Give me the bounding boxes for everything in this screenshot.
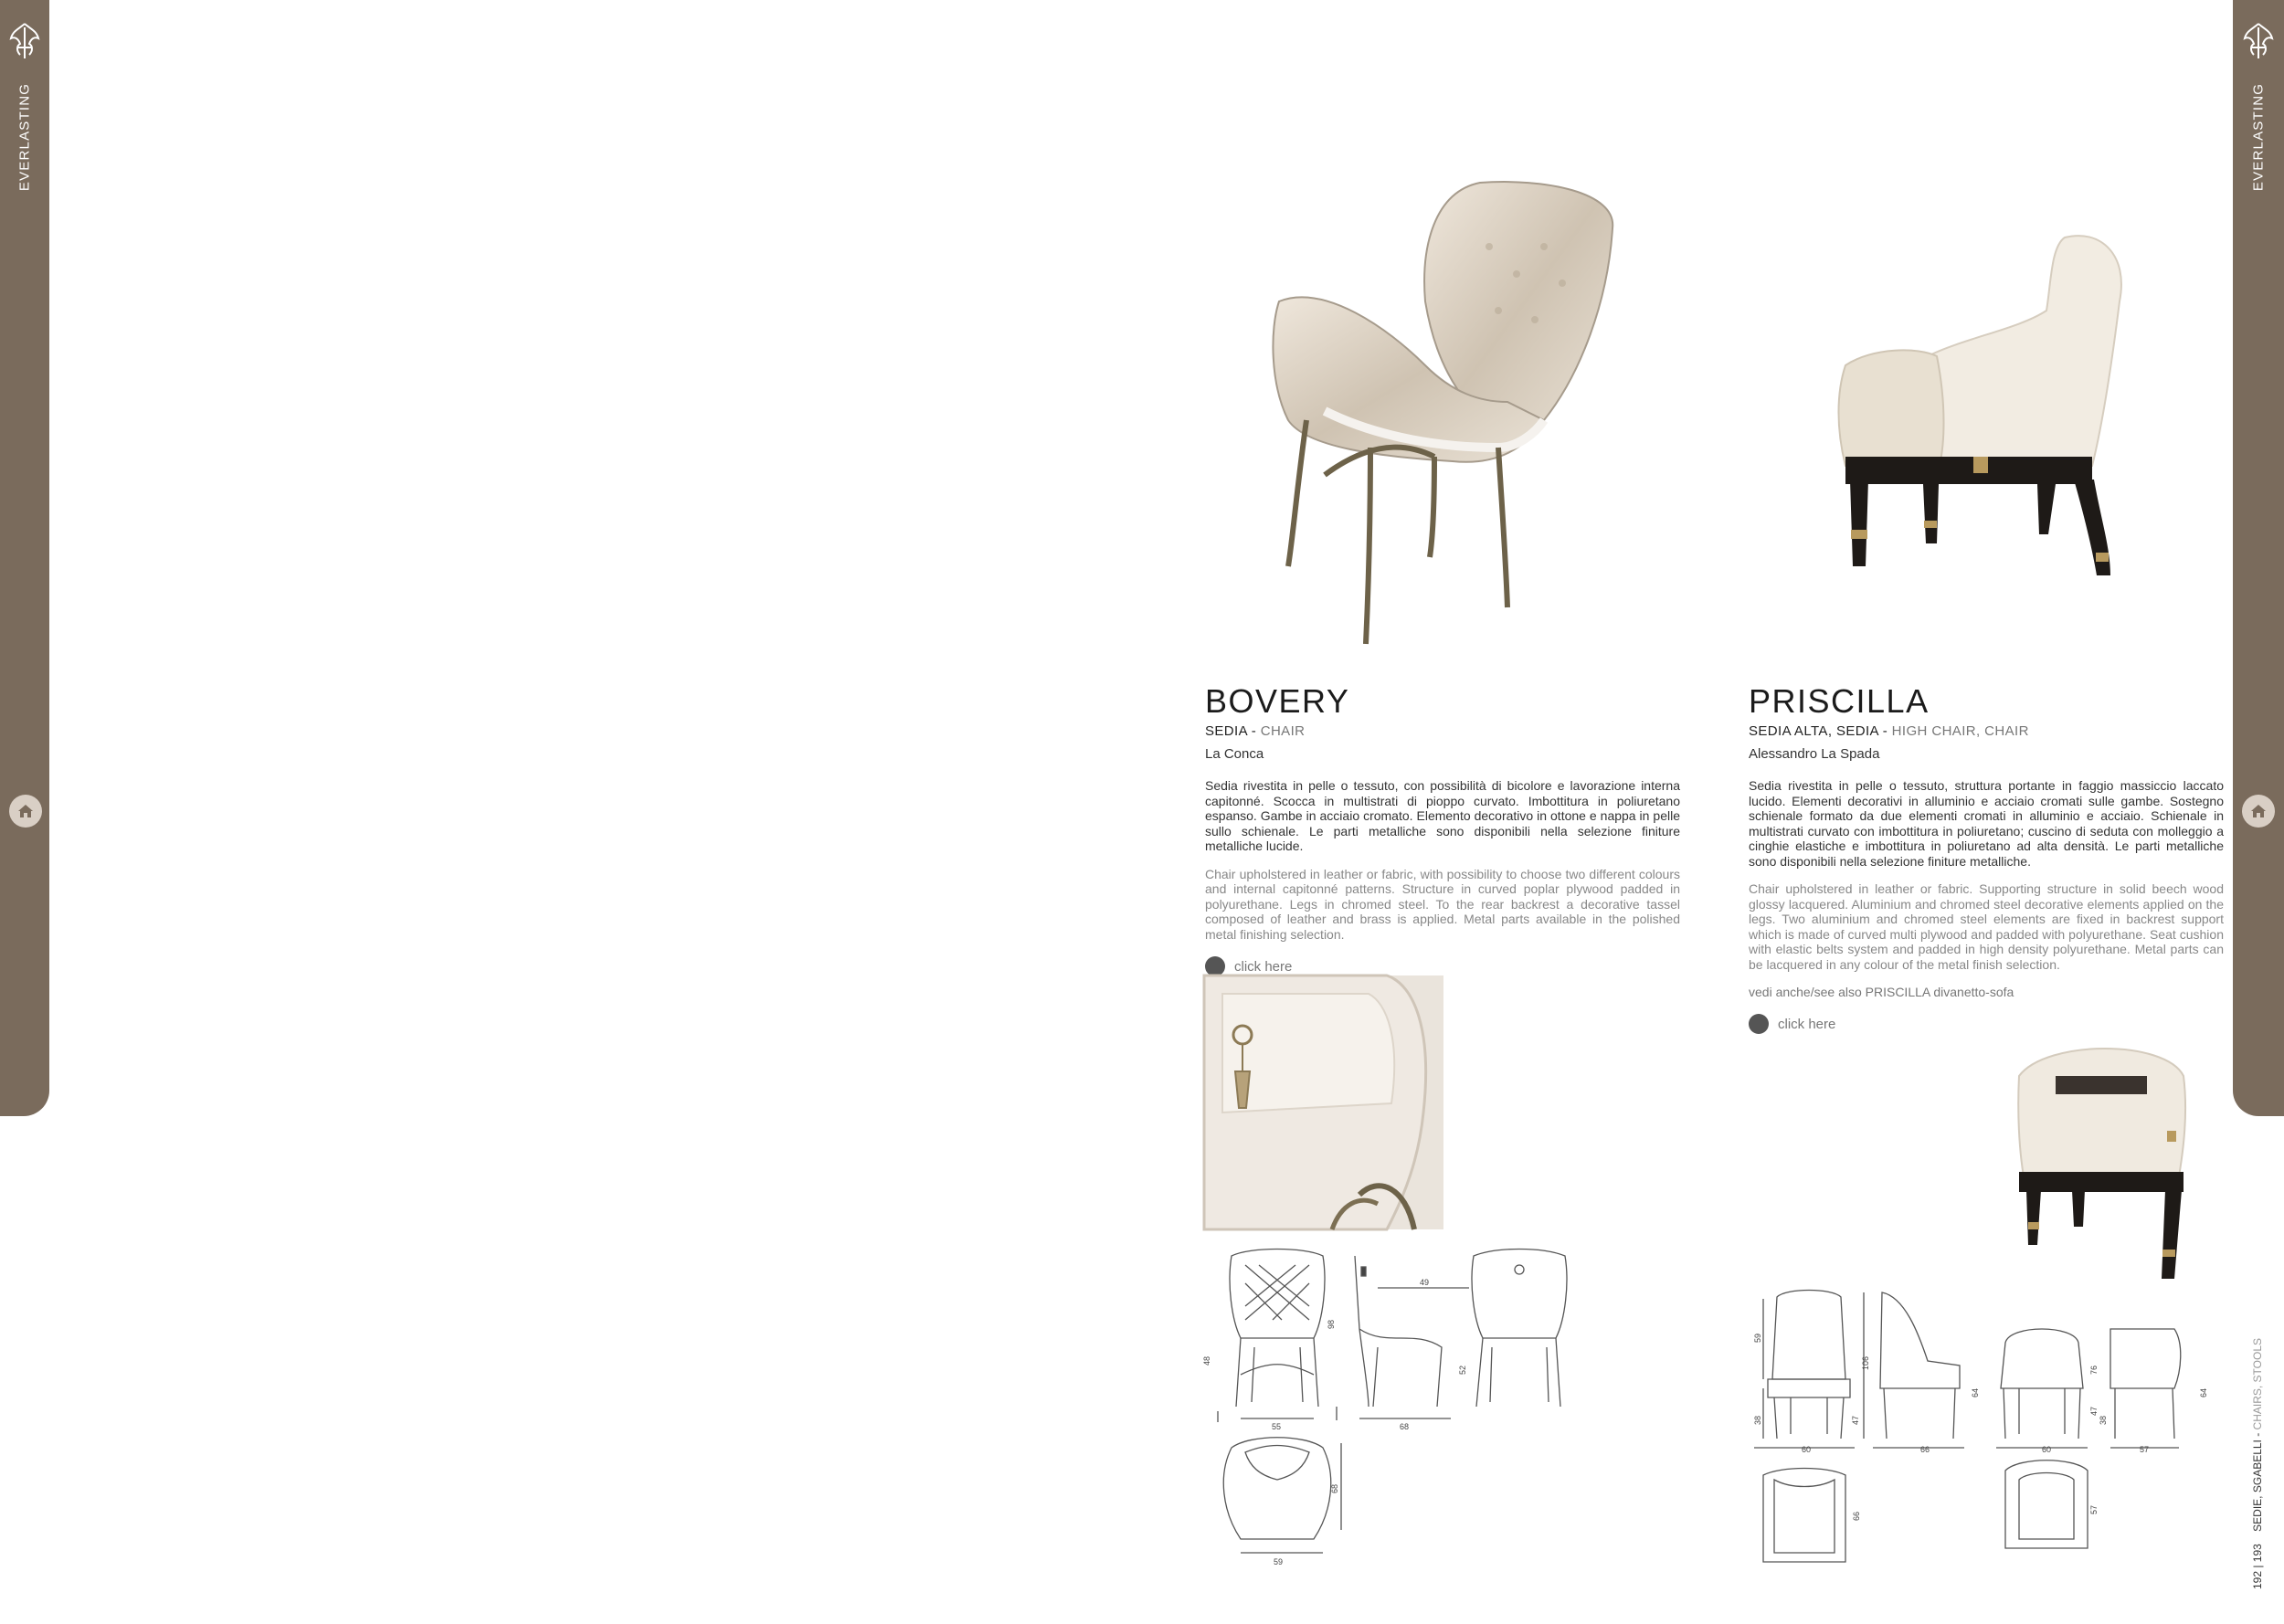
dim-label: 64 [2199,1387,2208,1397]
dim-label: 38 [1753,1415,1762,1425]
product-title: PRISCILLA [1749,682,1930,720]
brand-logo-icon [7,20,42,62]
product-see-also: vedi anche/see also PRISCILLA divanetto-sofa [1749,985,2014,999]
dim-label: 68 [1400,1422,1410,1431]
right-sidebar-tab [2233,0,2284,1116]
click-here-label[interactable]: click here [1778,1016,1836,1032]
bovery-chair-photo [1270,174,1626,658]
brand-label: EVERLASTING [16,82,33,192]
dim-label: 59 [1274,1557,1284,1566]
click-here-link[interactable] [1205,956,1680,976]
dim-label: 55 [1272,1422,1282,1431]
priscilla-chair-photo [1836,228,2129,612]
priscilla-armchair-photo [2010,1039,2193,1279]
product-type-en: HIGH CHAIR, CHAIR [1891,723,2029,739]
product-description-en: Chair upholstered in leather or fabric, with possibility to choose two different colours and internal capitonné patterns. Structure in curved poplar plywood padded in polyurethane. Legs in chromed steel. To the rear backrest a decorative tassel composed of leather and brass is applied. Metal parts available in the polished metal finishing selection. [1205,866,1680,942]
click-dot-icon [1205,956,1225,976]
dim-label: 60 [1802,1445,1812,1454]
bovery-technical-drawings [1204,1247,1588,1566]
priscilla-technical-drawings [1745,1288,2225,1571]
home-button[interactable] [9,795,42,828]
dim-label: 98 [1327,1319,1336,1329]
dim-label: 57 [2089,1504,2099,1514]
product-designer: Alessandro La Spada [1749,746,1880,762]
brand-label: EVERLASTING [2250,82,2267,192]
dim-label: 66 [1852,1511,1861,1521]
product-type-it: SEDIA - [1205,723,1261,739]
page-footer [2251,1338,2264,1589]
home-button[interactable] [2242,795,2275,828]
dim-label: 60 [2042,1445,2052,1454]
home-icon [9,795,42,828]
dim-label: 57 [2140,1445,2150,1454]
dim-label: 47 [2089,1406,2099,1416]
dim-label: 106 [1861,1355,1870,1370]
dim-label: 49 [1420,1278,1430,1287]
dim-label: 68 [1330,1483,1339,1493]
brand-logo-icon [2241,20,2276,62]
home-icon [2242,795,2275,828]
dim-label: 47 [1851,1415,1860,1425]
product-description-en: Chair upholstered in leather or fabric. Supporting structure in solid beech wood glossy lacquered. Aluminium and chromed steel decorative elements applied on the legs. Two aluminium and chromed steel elements are fixed in backrest support which is made of curved multi plywood and padded with polyurethane. Seat cushion with elastic belts system and padded in high density polyurethane. Metal parts can be lacquered in any colour of the metal finish selection. [1749,881,2224,972]
product-bovery [1205,683,1680,976]
click-here-link[interactable] [1749,1014,2224,1034]
left-sidebar-tab [0,0,49,1116]
click-dot-icon [1749,1014,1769,1034]
category-en: CHAIRS, STOOLS [2251,1337,2264,1430]
click-here-label[interactable]: click here [1234,958,1293,975]
dim-label: 48 [1202,1355,1211,1366]
dim-label: 64 [1971,1387,1980,1397]
dim-label: 59 [1753,1333,1762,1343]
dim-label: 76 [2089,1365,2099,1375]
product-description-it: Sedia rivestita in pelle o tessuto, struttura portante in faggio massiccio laccato lucido. Elementi decorativi in alluminio e acciaio cromati sulle gambe. Sostegno schienale formato da due elementi cromati in alluminio e acciaio. Schienale in multistrati curvato con imbottitura in poliuretano; cuscino di seduta con molleggio a cinghie elastiche e imbottitura in poliuretano ad alta densità. Le parti metalliche sono disponibili nella selezione finiture metalliche. [1749,778,2224,869]
product-type [1205,723,1680,739]
page-numbers: 192 | 193 [2251,1544,2264,1589]
product-type-it: SEDIA ALTA, SEDIA - [1749,723,1892,739]
product-description-it: Sedia rivestita in pelle o tessuto, con possibilità di bicolore e lavorazione interna capitonné. Scocca in multistrati di pioppo curvato. Imbottitura in poliuretano espanso. Gambe in acciaio cromato. Elemento decorativo in ottone e nappa in pelle sullo schienale. Le parti metalliche sono disponibili nella selezione finiture metalliche lucide. [1205,778,1680,853]
category-it: SEDIE, SGABELLI - [2251,1429,2264,1532]
product-type [1749,723,2224,739]
dim-label: 66 [1920,1445,1930,1454]
bovery-detail-photo [1204,975,1443,1229]
product-title: BOVERY [1205,682,1350,720]
dim-label: 38 [2099,1415,2108,1425]
product-priscilla [1749,683,2224,1034]
product-type-en: CHAIR [1260,723,1306,739]
product-designer: La Conca [1205,746,1264,762]
dim-label: 52 [1458,1365,1467,1375]
